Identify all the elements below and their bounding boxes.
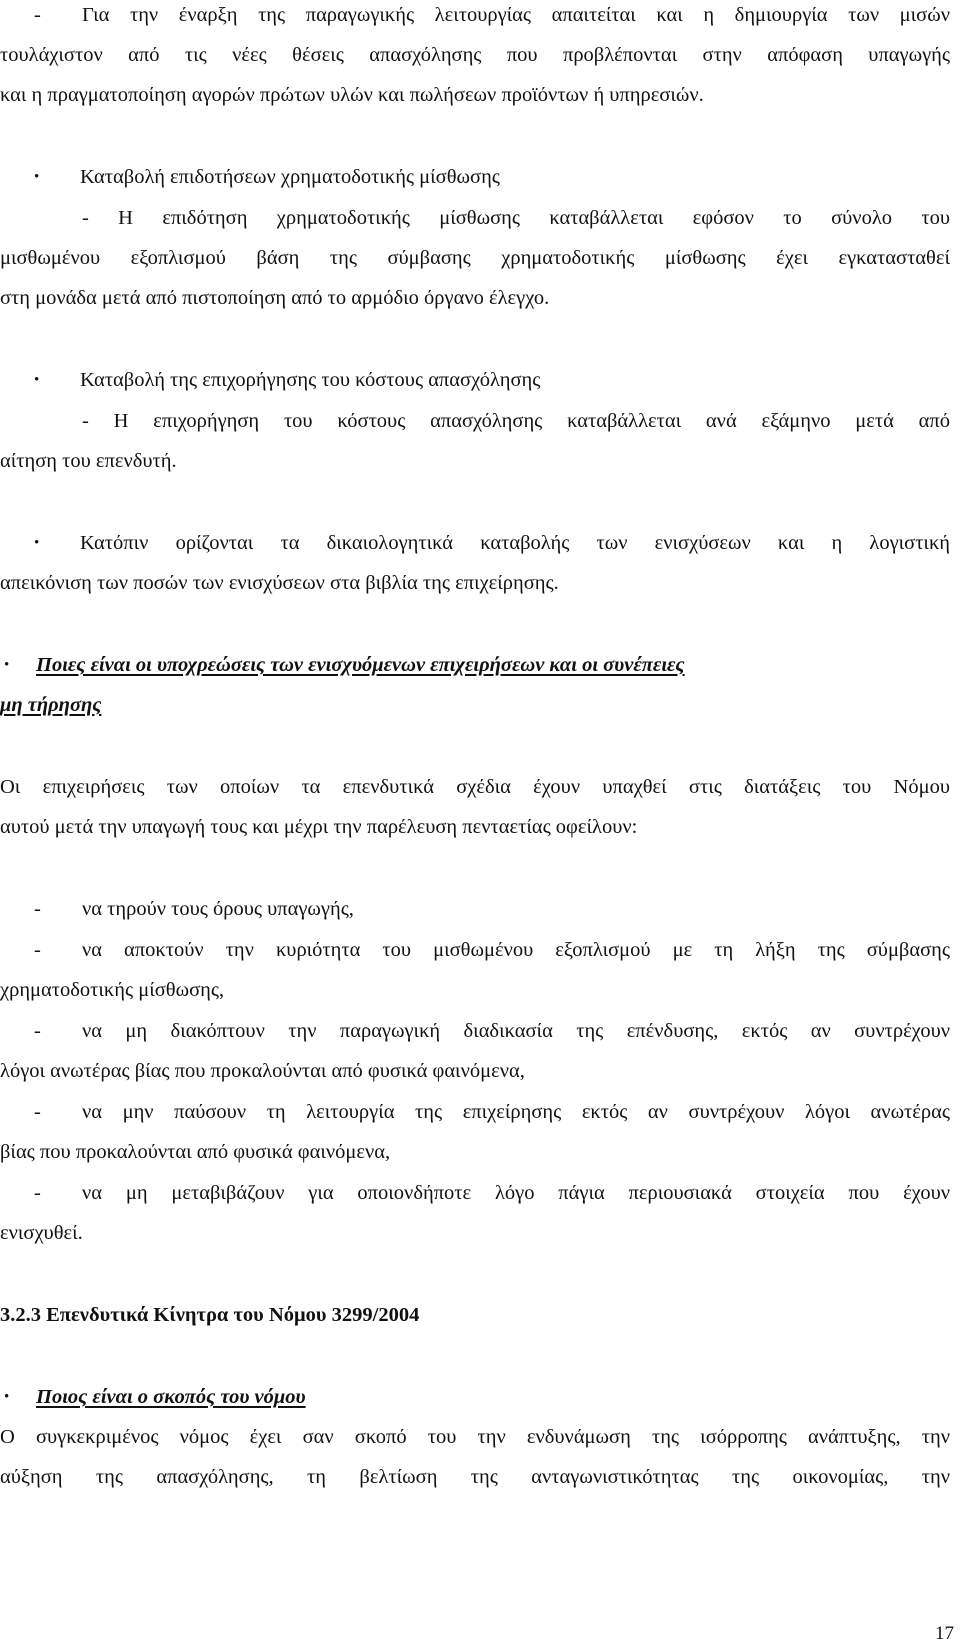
purpose-heading: Ποιος είναι ο σκοπός του νόμου — [36, 1386, 306, 1408]
employment-title: Καταβολή της επιχορήγησης του κόστους απασχόλησης — [80, 369, 541, 391]
list-dash: - — [34, 4, 41, 26]
list-dash: - — [34, 898, 41, 920]
intro-line-2: τουλάχιστον από τις νέες θέσεις απασχόλησης που προβλέπονται στην απόφαση υπαγωγής — [0, 44, 950, 66]
employment-line-1: - Η επιχορήγηση του κόστους απασχόλησης καταβάλλεται ανά εξάμηνο μετά από — [82, 410, 950, 432]
bullet-icon: • — [4, 657, 10, 673]
obligation-item-3-line-2: λόγοι ανωτέρας βίας που προκαλούνται από φυσικά φαινόμενα, — [0, 1060, 525, 1082]
intro-line-1: Για την έναρξη της παραγωγικής λειτουργίας απαιτείται και η δημιουργία των μισών — [82, 4, 950, 26]
obligation-item-1: να τηρούν τους όρους υπαγωγής, — [82, 898, 354, 920]
page-number: 17 — [935, 1623, 954, 1644]
employment-line-2: αίτηση του επενδυτή. — [0, 450, 177, 472]
list-dash: - — [34, 1020, 41, 1042]
purpose-line-1: Ο συγκεκριμένος νόμος έχει σαν σκοπό του την ενδυνάμωση της ισόρροπης ανάπτυξης, την — [0, 1426, 950, 1448]
obligation-item-5-line-1: να μη μεταβιβάζουν για οποιονδήποτε λόγο πάγια περιουσιακά στοιχεία που έχουν — [82, 1182, 950, 1204]
documents-line-2: απεικόνιση των ποσών των ενισχύσεων στα βιβλία της επιχείρησης. — [0, 572, 559, 594]
obligations-intro-line-2: αυτού μετά την υπαγωγή τους και μέχρι την παρέλευση πενταετίας οφείλουν: — [0, 816, 638, 838]
obligation-item-2-line-1: να αποκτούν την κυριότητα του μισθωμένου εξοπλισμού με τη λήξη της σύμβασης — [82, 939, 950, 961]
bullet-icon: • — [34, 169, 40, 185]
bullet-icon: • — [34, 372, 40, 388]
bullet-icon: • — [4, 1389, 10, 1405]
documents-line-1: Κατόπιν ορίζονται τα δικαιολογητικά καταβολής των ενισχύσεων και η λογιστική — [80, 532, 950, 554]
obligation-item-5-line-2: ενισχυθεί. — [0, 1222, 83, 1244]
leasing-title: Καταβολή επιδοτήσεων χρηματοδοτικής μίσθωσης — [80, 166, 500, 188]
bullet-icon: • — [34, 535, 40, 551]
purpose-line-2: αύξηση της απασχόλησης, τη βελτίωση της ανταγωνιστικότητας της οικονομίας, την — [0, 1466, 950, 1488]
list-dash: - — [34, 1182, 41, 1204]
section-heading: 3.2.3 Επενδυτικά Κίνητρα του Νόμου 3299/2004 — [0, 1304, 420, 1326]
list-dash: - — [34, 939, 41, 961]
obligation-item-3-line-1: να μη διακόπτουν την παραγωγική διαδικασία της επένδυσης, εκτός αν συντρέχουν — [82, 1020, 950, 1042]
obligations-heading-line-1: Ποιες είναι οι υποχρεώσεις των ενισχυόμενων επιχειρήσεων και οι συνέπειες — [36, 654, 685, 676]
obligations-intro-line-1: Οι επιχειρήσεις των οποίων τα επενδυτικά σχέδια έχουν υπαχθεί στις διατάξεις του Νόμου — [0, 776, 950, 798]
obligations-heading-line-2: μη τήρησης — [0, 694, 102, 716]
intro-line-3: και η πραγματοποίηση αγορών πρώτων υλών και πωλήσεων προϊόντων ή υπηρεσιών. — [0, 84, 704, 106]
obligation-item-4-line-1: να μην παύσουν τη λειτουργία της επιχείρησης εκτός αν συντρέχουν λόγοι ανωτέρας — [82, 1101, 950, 1123]
leasing-line-3: στη μονάδα μετά από πιστοποίηση από το αρμόδιο όργανο έλεγχο. — [0, 287, 550, 309]
leasing-line-2: μισθωμένου εξοπλισμού βάση της σύμβασης χρηματοδοτικής μίσθωσης έχει εγκατασταθεί — [0, 247, 950, 269]
obligation-item-4-line-2: βίας που προκαλούνται από φυσικά φαινόμενα, — [0, 1141, 391, 1163]
obligation-item-2-line-2: χρηματοδοτικής μίσθωσης, — [0, 979, 225, 1001]
list-dash: - — [34, 1101, 41, 1123]
leasing-line-1: - Η επιδότηση χρηματοδοτικής μίσθωσης καταβάλλεται εφόσον το σύνολο του — [82, 207, 950, 229]
